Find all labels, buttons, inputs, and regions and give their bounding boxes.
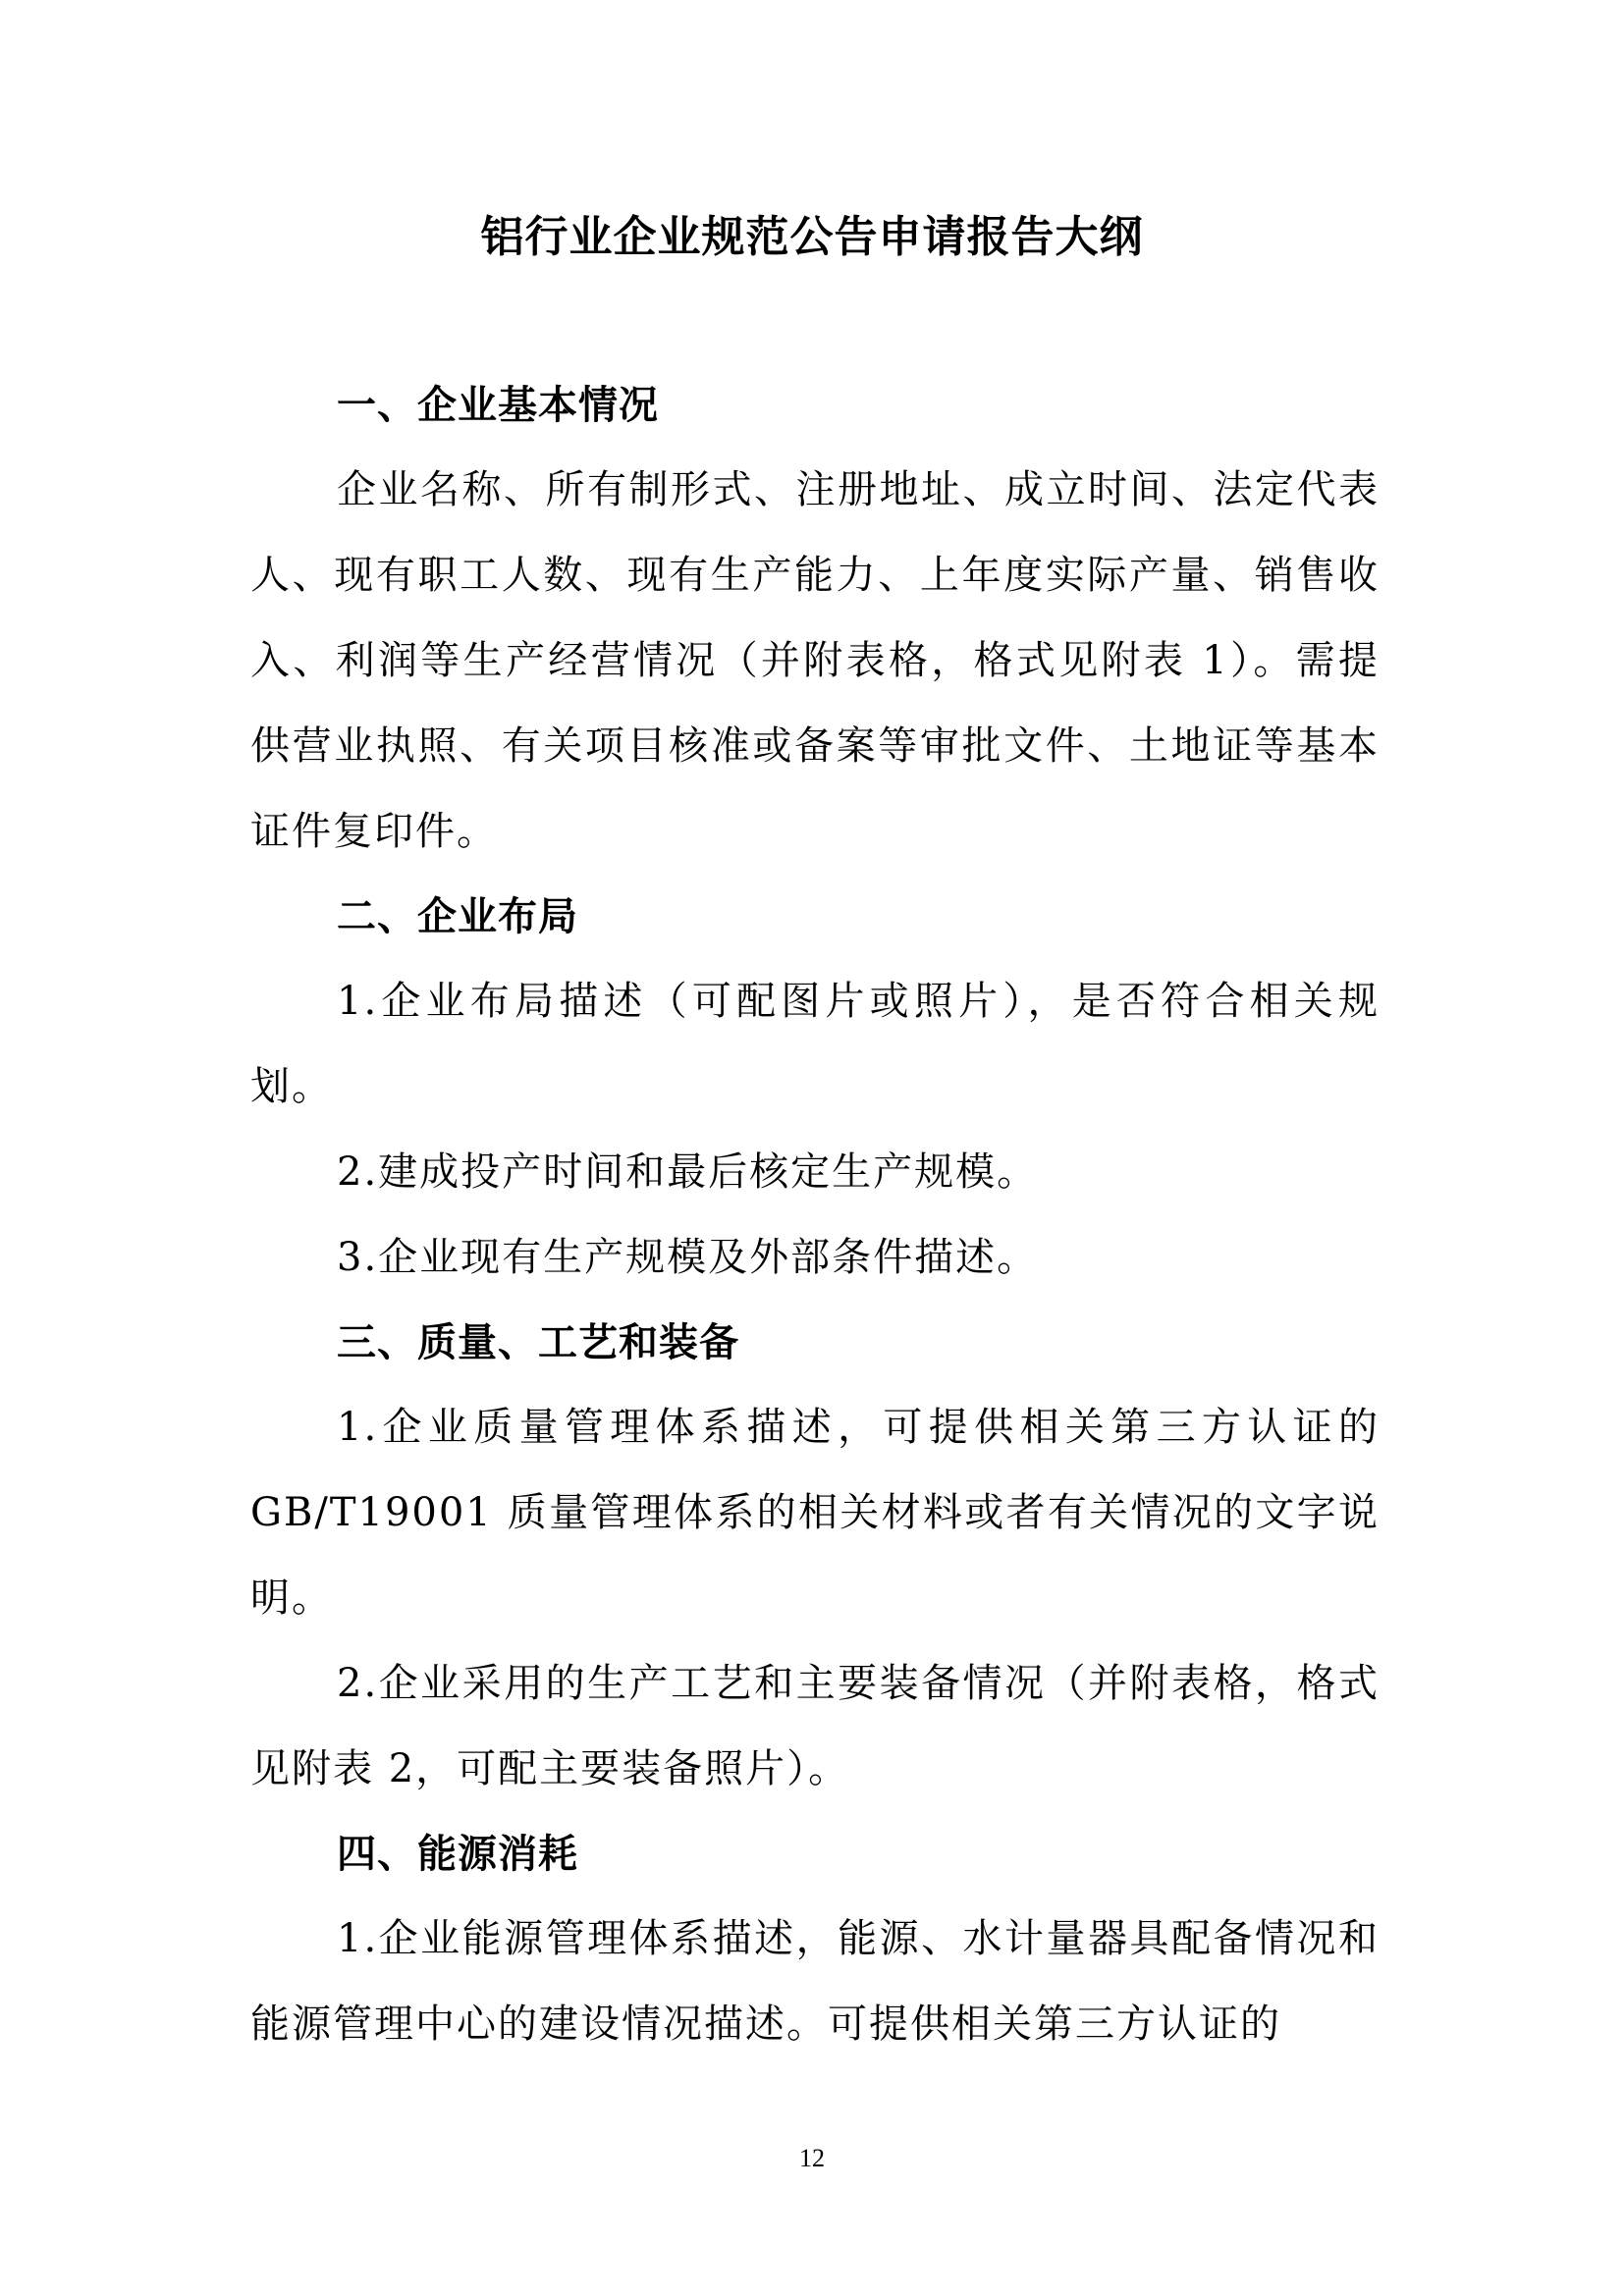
page-number: 12 — [799, 2144, 825, 2172]
section-heading-layout: 二、企业布局 — [337, 894, 578, 939]
paragraph-layout-3: 3.企业现有生产规模及外部条件描述。 — [337, 1235, 1039, 1280]
document-body — [250, 363, 1380, 2067]
section-heading-quality: 三、质量、工艺和装备 — [337, 1320, 739, 1365]
page-title: 铝行业企业规范公告申请报告大纲 — [480, 212, 1144, 262]
paragraph-quality-2: 2.企业采用的生产工艺和主要装备情况（并附表格，格式见附表 2，可配主要装备照片）。 — [250, 1661, 1380, 1791]
paragraph-energy-1: 1.企业能源管理体系描述，能源、水计量器具配备情况和能源管理中心的建设情况描述。可提供相关第三方认证的 — [250, 1916, 1380, 2047]
section-heading-basic-info: 一、企业基本情况 — [337, 383, 659, 428]
section-heading-energy: 四、能源消耗 — [337, 1832, 578, 1877]
paragraph-layout-2: 2.建成投产时间和最后核定生产规模。 — [337, 1149, 1039, 1195]
paragraph-basic-info: 企业名称、所有制形式、注册地址、成立时间、法定代表人、现有职工人数、现有生产能力、上年度实际产量、销售收入、利润等生产经营情况（并附表格，格式见附表 1）。需提供营业执照、有关项目核准或备案等审批文件、土地证等基本证件复印件。 — [250, 467, 1380, 854]
paragraph-layout-1: 1.企业布局描述（可配图片或照片），是否符合相关规划。 — [250, 979, 1380, 1109]
paragraph-quality-1: 1.企业质量管理体系描述，可提供相关第三方认证的 GB/T19001 质量管理体系的相关材料或者有关情况的文字说明。 — [250, 1405, 1380, 1621]
